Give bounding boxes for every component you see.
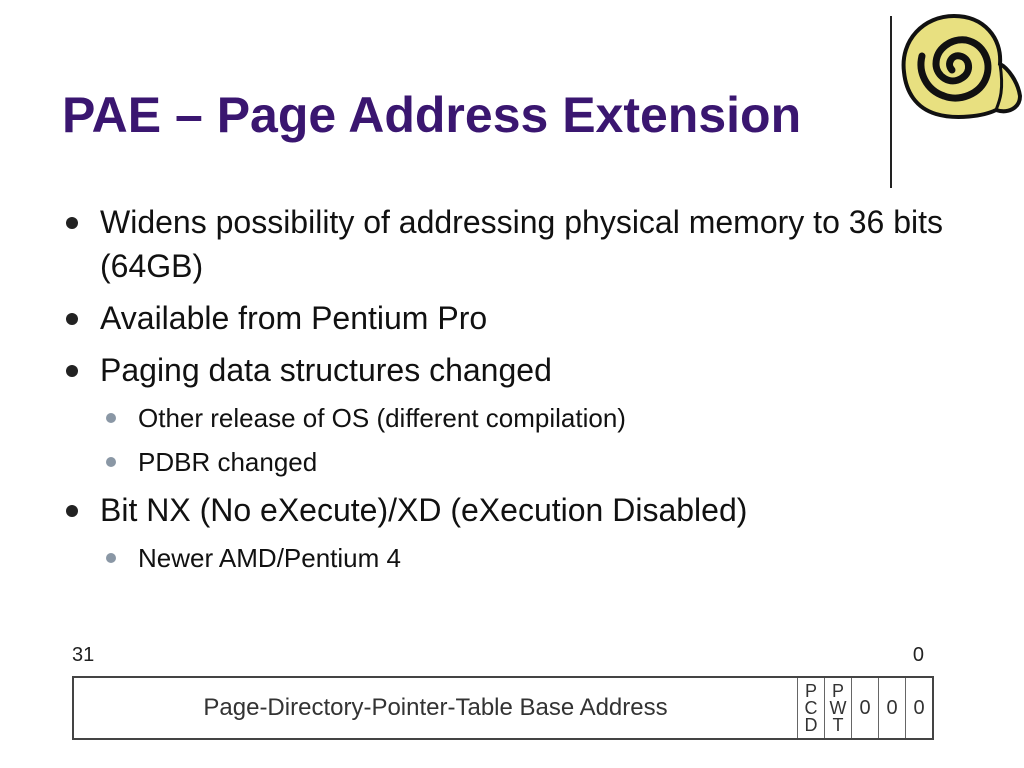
pwt-letter: W [829, 697, 847, 718]
slide-title: PAE – Page Address Extension [62, 87, 802, 143]
pwt-bit-cell [824, 678, 851, 738]
base-address-field: Page-Directory-Pointer-Table Base Address [203, 694, 668, 721]
zero-bit-cell: 0 [905, 678, 932, 738]
register-diagram [72, 644, 936, 744]
sub-bullet-item: Other release of OS (different compilation) [62, 400, 962, 436]
zero-bit-cell: 0 [851, 678, 878, 738]
bullet-item: Bit NX (No eXecute)/XD (eXecution Disabled) [62, 488, 962, 532]
zero-bit-cell: 0 [878, 678, 905, 738]
sub-bullet-item: PDBR changed [62, 444, 962, 480]
spiral-shell-icon [896, 10, 1024, 122]
pcd-letter: P [804, 680, 817, 701]
bullet-item: Available from Pentium Pro [62, 296, 962, 340]
bit-low-label: 0 [912, 644, 924, 666]
bullet-list [62, 200, 962, 584]
bullet-item: Paging data structures changed [62, 348, 962, 392]
bullet-item: Widens possibility of addressing physical memory to 36 bits (64GB) [62, 200, 962, 288]
pwt-letter: T [832, 714, 844, 735]
pwt-letter: P [831, 680, 844, 701]
pcd-bit-cell [797, 678, 824, 738]
title-divider [890, 16, 892, 188]
pcd-letter: C [804, 697, 818, 718]
sub-bullet-item: Newer AMD/Pentium 4 [62, 540, 962, 576]
register-box [72, 676, 934, 740]
bit-high-label: 31 [72, 644, 95, 666]
pcd-letter: D [804, 714, 818, 735]
